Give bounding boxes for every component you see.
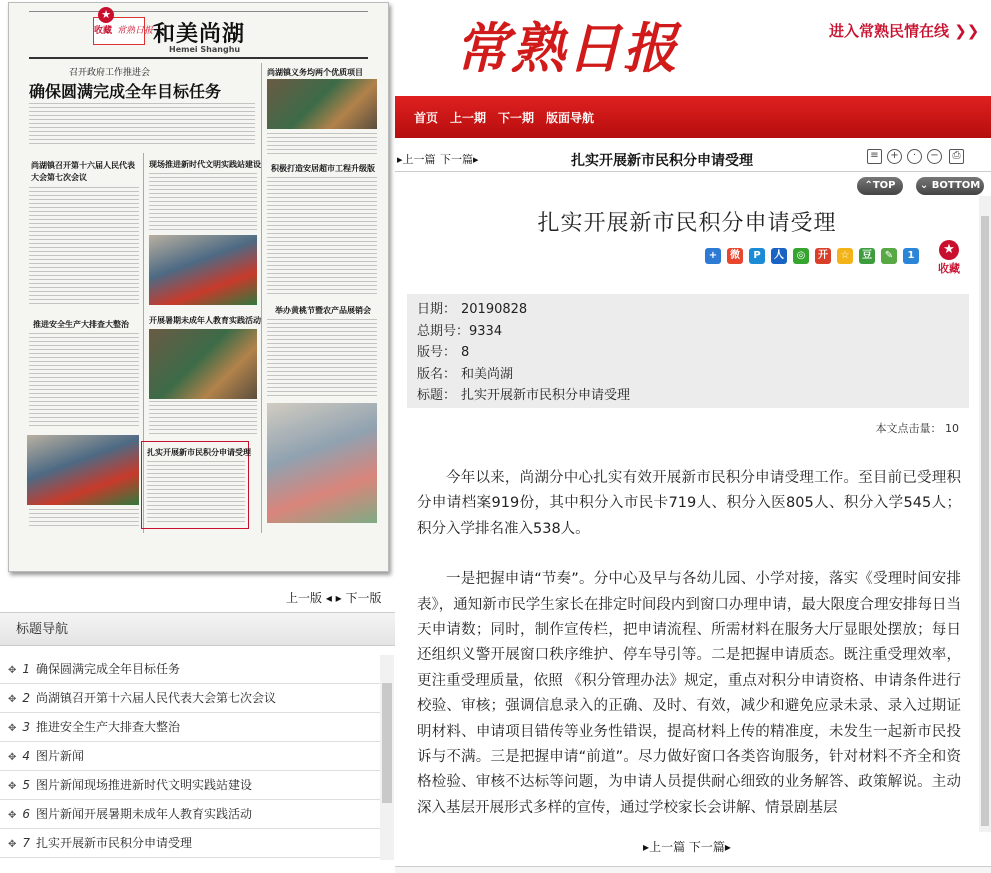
meta-edition-value: 和美尚湖 bbox=[461, 366, 514, 382]
thumb-h-points: 扎实开展新市民积分申请受理 bbox=[147, 447, 251, 457]
nav-item-num: 3 bbox=[22, 720, 31, 734]
favorite-star-icon: ★ bbox=[939, 240, 959, 260]
share-tqq-icon[interactable]: P bbox=[749, 248, 765, 264]
thumb-edition-title: 和美尚湖 bbox=[153, 21, 246, 47]
share-feixin-icon[interactable]: ✎ bbox=[881, 248, 897, 264]
article-scrollbar[interactable] bbox=[979, 196, 991, 832]
bottom-prev-article-link[interactable]: ▸上一篇 bbox=[643, 840, 686, 854]
meta-date-value: 20190828 bbox=[461, 302, 528, 317]
thumb-text bbox=[267, 319, 377, 399]
favorite-label: 收藏 bbox=[938, 262, 960, 275]
page-thumbnail[interactable] bbox=[8, 2, 389, 572]
prev-article-label: 上一篇 bbox=[402, 153, 436, 166]
title-nav-list bbox=[0, 655, 395, 860]
thumb-h-congress: 尚湖镇召开第十六届人民代表大会第七次会议 bbox=[31, 160, 135, 182]
nav-home-link[interactable]: 首页 bbox=[414, 111, 439, 125]
thumb-text bbox=[29, 187, 139, 307]
hit-counter bbox=[876, 420, 960, 436]
share-more-icon[interactable]: + bbox=[705, 248, 721, 264]
diamond-icon: ✥ bbox=[8, 752, 17, 763]
article-paragraph: 今年以来，尚湖分中心扎实有效开展新市民积分申请受理工作。至目前已受理积分申请档案919份，其中积分入市民卡719人、积分入医805人、积分入学545人；积分入学排名准入538人。 bbox=[417, 470, 961, 537]
nav-item[interactable] bbox=[0, 771, 380, 800]
meta-date bbox=[417, 299, 959, 321]
scrollbar-thumb[interactable] bbox=[981, 216, 989, 826]
next-article-label: 下一篇 bbox=[440, 153, 473, 166]
article-body bbox=[417, 466, 961, 832]
share-renren-icon[interactable]: 人 bbox=[771, 248, 787, 264]
nav-item-label: 推进安全生产大排查大整治 bbox=[36, 720, 181, 734]
thumb-main-sub: 召开政府工作推进会 bbox=[69, 68, 151, 78]
hit-counter-value: 10 bbox=[945, 422, 959, 435]
nav-item[interactable] bbox=[0, 684, 380, 713]
nav-item-num: 1 bbox=[22, 662, 31, 676]
edition-pager bbox=[286, 589, 382, 606]
diamond-icon: ✥ bbox=[8, 839, 17, 850]
meta-issue bbox=[417, 321, 959, 343]
bottom-next-label: 下一篇 bbox=[688, 840, 725, 854]
meta-issue-value: 9334 bbox=[469, 323, 503, 339]
meta-edition-key: 版名： bbox=[417, 366, 457, 382]
bottom-prev-label: 上一篇 bbox=[649, 840, 686, 854]
thumb-h-civ: 现场推进新时代文明实践站建设 bbox=[149, 159, 261, 169]
nav-next-issue-link[interactable]: 下一期 bbox=[498, 111, 535, 125]
meta-page-value: 8 bbox=[461, 345, 470, 360]
share-count-icon[interactable]: 1 bbox=[903, 248, 919, 264]
nav-item-num: 7 bbox=[22, 836, 31, 850]
nav-item-label: 图片新闻开展暑期未成年人教育实践活动 bbox=[36, 807, 253, 821]
title-nav-header: 标题导航 bbox=[0, 612, 395, 646]
thumb-text bbox=[149, 173, 257, 233]
thumb-h-right-top: 尚湖镇义务均两个优质项目 bbox=[267, 67, 363, 77]
nav-item[interactable] bbox=[0, 829, 380, 858]
top-label: TOP bbox=[872, 180, 896, 191]
article-paragraph: 一是把握申请“节奏”。分中心及早与各幼儿园、小学对接，落实《受理时间安排表》，通知新市民学生家长在排定时间段内到窗口办理申请，最大限度合理安排每日当天申请数；同时，制作宣传栏，把申请流程、所需材料在服务大厅显眼处摆放；每日还组织义警开展窗口秩序维护、停车导引等。二是把握申请质态。既注重受理效率，更注重受理质量，依照 《积分管理办法》规定，重点对积分申请资格、申请条件进行校验、审核；强调信息录入的正确、及时、有效，减少和避免应录未录、录入过期证明材料、申请项目错传等业务性错误，提高材料上传的精准度，未发生一起新市民投诉与不满。三是把握申请“前道”。尽力做好窗口各类咨询服务，针对材料不齐全和资格检验、审核不达标等问题，为申请人员提供耐心细致的业务解答、政策解说。主动深入基层开展形式多样的宣传，通过学校家长会讲解、情景剧基层 bbox=[417, 571, 961, 816]
toolbar-article-title: 扎实开展新市民积分申请受理 bbox=[571, 153, 753, 169]
thumb-text bbox=[147, 461, 245, 525]
meta-title-key: 标题： bbox=[417, 388, 457, 403]
diamond-icon: ✥ bbox=[8, 723, 17, 734]
nav-item[interactable] bbox=[0, 800, 380, 829]
main-nav-bar bbox=[395, 96, 991, 138]
article-meta bbox=[407, 294, 969, 408]
share-weibo-icon[interactable]: 微 bbox=[727, 248, 743, 264]
prev-edition-link[interactable]: 上一版 bbox=[286, 591, 323, 605]
site-header bbox=[395, 0, 991, 96]
nav-item[interactable] bbox=[0, 742, 380, 771]
nav-item-num: 6 bbox=[22, 807, 31, 821]
nav-item-label: 图片新闻 bbox=[36, 749, 85, 763]
thumb-h-summer: 开展暑期未成年人教育实践活动 bbox=[149, 315, 261, 325]
nav-item[interactable] bbox=[0, 713, 380, 742]
meta-edition bbox=[417, 364, 959, 386]
share-qzone-icon[interactable]: ☆ bbox=[837, 248, 853, 264]
article-title: 扎实开展新市民积分申请受理 bbox=[537, 211, 837, 236]
share-douban-icon[interactable]: 豆 bbox=[859, 248, 875, 264]
zoom-in-icon[interactable]: + bbox=[887, 149, 902, 164]
bottom-button[interactable]: ⌄ BOTTOM bbox=[916, 177, 984, 195]
thumb-h-safety: 推进安全生产大排查大整治 bbox=[33, 319, 129, 329]
thumb-h-market: 积极打造安居超市工程升级版 bbox=[271, 163, 375, 173]
diamond-icon: ✥ bbox=[8, 810, 17, 821]
bottom-next-article-link[interactable]: 下一篇▸ bbox=[688, 840, 731, 854]
hit-counter-label: 本文点击量： bbox=[875, 422, 942, 435]
thumb-text bbox=[29, 333, 139, 429]
scrollbar-thumb[interactable] bbox=[382, 683, 392, 803]
thumb-top-rule bbox=[29, 11, 368, 12]
thumb-edition-pinyin: Hemei Shanghu bbox=[169, 45, 241, 54]
nav-item-label: 图片新闻现场推进新时代文明实践站建设 bbox=[36, 778, 253, 792]
nav-item-label: 扎实开展新市民积分申请受理 bbox=[36, 836, 193, 850]
nav-item-label: 尚湖镇召开第十六届人民代表大会第七次会议 bbox=[36, 691, 277, 705]
thumb-h-farm: 举办黄桃节暨农产品展销会 bbox=[275, 305, 371, 315]
meta-issue-key: 总期号： bbox=[417, 323, 470, 339]
thumb-fav-label: 收藏 bbox=[94, 26, 113, 36]
meta-title bbox=[417, 385, 959, 407]
nav-prev-issue-link[interactable]: 上一期 bbox=[450, 111, 487, 125]
nav-item-num: 5 bbox=[22, 778, 31, 792]
thumb-rule bbox=[29, 57, 368, 59]
top-button[interactable]: ⌃TOP bbox=[857, 177, 903, 195]
nav-scrollbar[interactable] bbox=[380, 655, 394, 860]
bottom-article-pager bbox=[395, 838, 979, 855]
thumb-text bbox=[29, 103, 255, 147]
thumb-text bbox=[267, 177, 377, 297]
prev-article-link[interactable]: ▸上一篇 bbox=[397, 153, 436, 166]
meta-date-key: 日期： bbox=[417, 302, 457, 317]
diamond-icon: ✥ bbox=[8, 694, 17, 705]
meta-page bbox=[417, 342, 959, 364]
site-logo[interactable]: 常熟日报 bbox=[455, 16, 679, 80]
thumb-star-icon: ★ bbox=[98, 7, 114, 23]
pager-arrows-icon: ◂ ▸ bbox=[325, 591, 346, 605]
thumb-text bbox=[29, 509, 139, 529]
thumb-text bbox=[267, 133, 377, 157]
minqing-online-link[interactable]: 进入常熟民情在线 ❯❯ bbox=[829, 22, 980, 40]
bottom-label: BOTTOM bbox=[931, 180, 981, 191]
nav-page-nav-link[interactable]: 版面导航 bbox=[546, 111, 595, 125]
thumb-photo-3 bbox=[149, 329, 257, 399]
nav-item-num: 2 bbox=[22, 691, 31, 705]
diamond-icon: ✥ bbox=[8, 665, 17, 676]
zoom-out-icon[interactable]: − bbox=[927, 149, 942, 164]
print-icon[interactable]: ⎙ bbox=[949, 149, 964, 164]
article-panel bbox=[395, 196, 979, 832]
zoom-reset-icon[interactable]: · bbox=[907, 149, 922, 164]
nav-item[interactable] bbox=[0, 655, 380, 684]
left-panel bbox=[0, 0, 395, 873]
article-toolbar bbox=[395, 144, 991, 172]
thumb-photo-5 bbox=[27, 435, 139, 505]
share-wechat-icon[interactable]: ◎ bbox=[793, 248, 809, 264]
diamond-icon: ✥ bbox=[8, 781, 17, 792]
favorite-button[interactable] bbox=[935, 240, 963, 276]
thumb-divider bbox=[261, 63, 262, 533]
thumb-photo-1 bbox=[267, 79, 377, 129]
nav-item-label: 确保圆满完成全年目标任务 bbox=[36, 662, 181, 676]
thumb-brand: 常熟日报 bbox=[117, 26, 154, 36]
thumb-photo-4 bbox=[267, 403, 377, 523]
share-kaixin-icon[interactable]: 开 bbox=[815, 248, 831, 264]
thumb-photo-2 bbox=[149, 235, 257, 305]
next-edition-link[interactable]: 下一版 bbox=[345, 591, 382, 605]
nav-item-num: 4 bbox=[22, 749, 31, 763]
next-article-link[interactable]: 下一篇▸ bbox=[440, 153, 479, 166]
meta-page-key: 版号： bbox=[417, 345, 457, 360]
page-bottom-bar bbox=[395, 866, 991, 873]
thumb-main-headline: 确保圆满完成全年目标任务 bbox=[29, 82, 222, 101]
notes-icon[interactable]: ≡ bbox=[867, 149, 882, 164]
thumb-text bbox=[149, 401, 257, 437]
meta-title-value: 扎实开展新市民积分申请受理 bbox=[461, 388, 631, 403]
